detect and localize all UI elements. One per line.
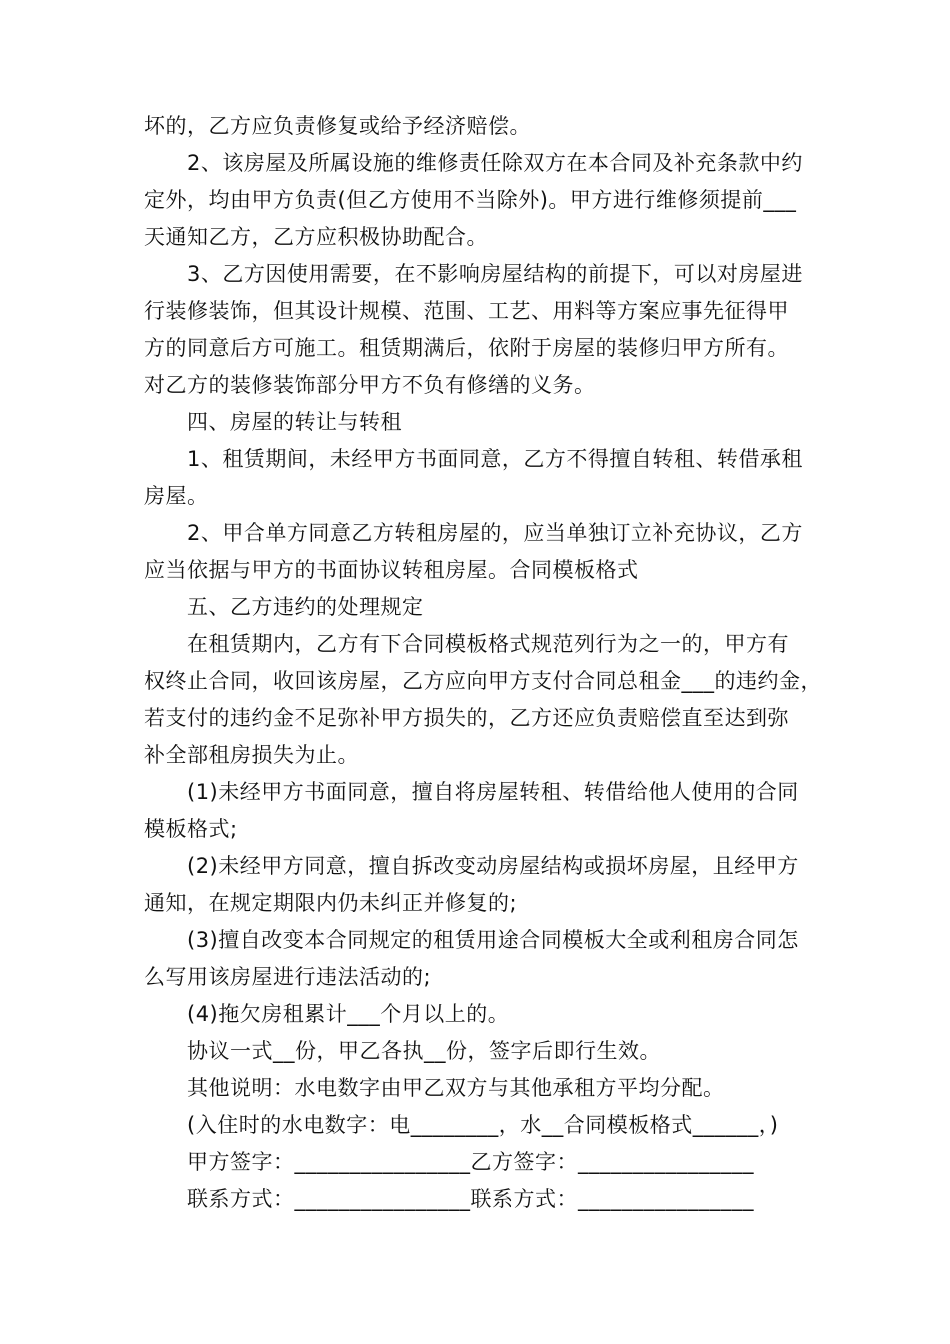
paragraph-line: 权终止合同，收回该房屋，乙方应向甲方支付合同总租金___的违约金， [144,669,822,693]
paragraph-line: 方的同意后方可施工。租赁期满后，依附于房屋的装修归甲方所有。 [144,336,789,360]
section-heading: 五、乙方违约的处理规定 [187,595,424,619]
paragraph-line: 天通知乙方，乙方应积极协助配合。 [144,225,488,249]
paragraph-line: 2、该房屋及所属设施的维修责任除双方在本合同及补充条款中约 [187,151,803,175]
contact-line: 联系方式：________________联系方式：________________ [187,1187,754,1211]
paragraph-line: 若支付的违约金不足弥补甲方损失的，乙方还应负责赔偿直至达到弥 [144,706,789,730]
paragraph-line: 在租赁期内，乙方有下合同模板格式规范列行为之一的，甲方有 [187,632,789,656]
paragraph-line: (4)拖欠房租累计___个月以上的。 [187,1002,510,1026]
paragraph-line: 行装修装饰，但其设计规模、范围、工艺、用料等方案应事先征得甲 [144,299,789,323]
paragraph-line: 房屋。 [144,484,209,508]
paragraph-line: 其他说明：水电数字由甲乙双方与其他承租方平均分配。 [187,1076,725,1100]
paragraph-line: (入住时的水电数字：电________，水__合同模板格式______，) [187,1113,779,1137]
paragraph-line: 定外，均由甲方负责(但乙方使用不当除外)。甲方进行维修须提前___ [144,188,797,212]
paragraph-line: 2、甲合单方同意乙方转租房屋的，应当单独订立补充协议，乙方 [187,521,803,545]
signature-line: 甲方签字：________________乙方签字：________________ [187,1150,754,1174]
paragraph-line: 补全部租房损失为止。 [144,743,359,767]
paragraph-line: (3)擅自改变本合同规定的租赁用途合同模板大全或利租房合同怎 [187,928,799,952]
paragraph-line: 1、租赁期间，未经甲方书面同意，乙方不得擅自转租、转借承租 [187,447,803,471]
paragraph-line: 协议一式__份，甲乙各执__份，签字后即行生效。 [187,1039,661,1063]
paragraph-line: 应当依据与甲方的书面协议转租房屋。合同模板格式 [144,558,639,582]
paragraph-line: 通知，在规定期限内仍未纠正并修复的; [144,891,518,915]
paragraph-line: 坏的，乙方应负责修复或给予经济赔偿。 [144,114,531,138]
paragraph-line: 么写用该房屋进行违法活动的; [144,965,432,989]
paragraph-line: 3、乙方因使用需要，在不影响房屋结构的前提下，可以对房屋进 [187,262,803,286]
paragraph-line: (1)未经甲方书面同意，擅自将房屋转租、转借给他人使用的合同 [187,780,799,804]
section-heading: 四、房屋的转让与转租 [187,410,402,434]
paragraph-line: 模板格式; [144,817,238,841]
paragraph-line: (2)未经甲方同意，擅自拆改变动房屋结构或损坏房屋，且经甲方 [187,854,799,878]
paragraph-line: 对乙方的装修装饰部分甲方不负有修缮的义务。 [144,373,596,397]
